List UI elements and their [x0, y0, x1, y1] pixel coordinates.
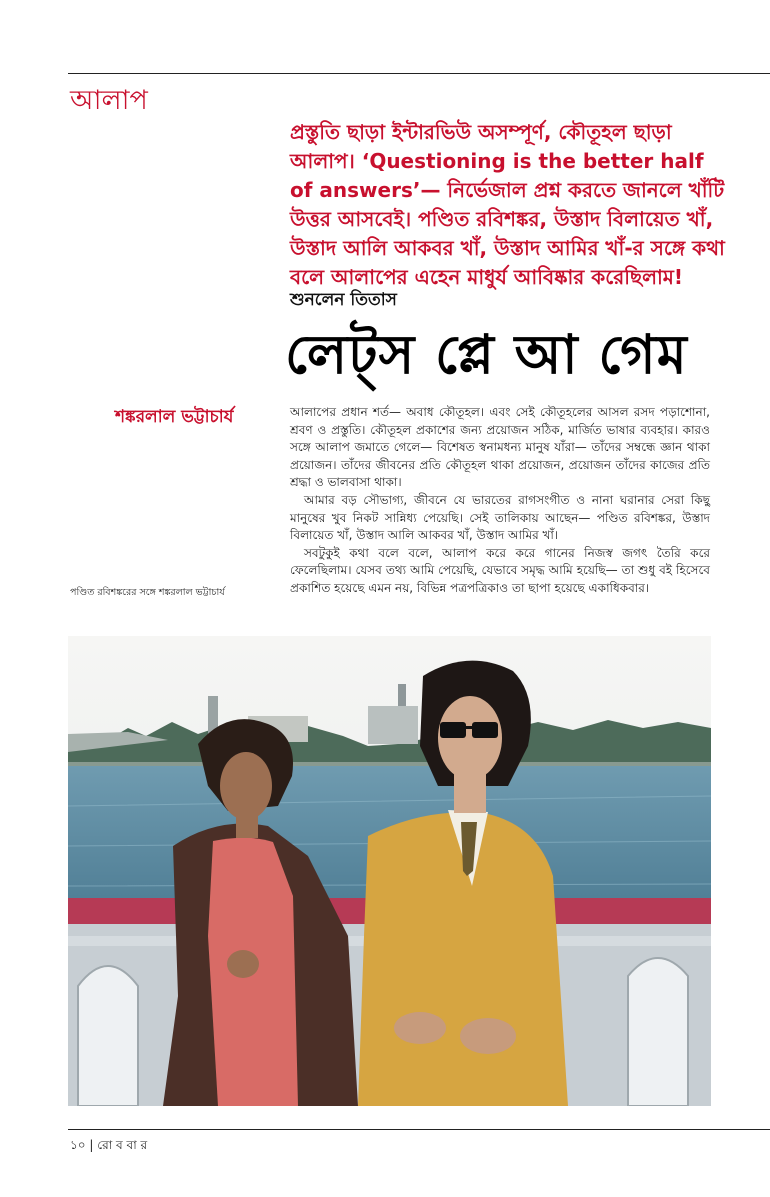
photo-caption: পণ্ডিত রবিশঙ্করের সঙ্গে শঙ্করলাল ভট্টাচার্য — [70, 587, 225, 598]
photo-illustration — [68, 636, 711, 1106]
body-paragraph-1: আলাপের প্রধান শর্ত— অবাধ কৌতূহল। এবং সেই কৌতূহলের আসল রসদ পড়াশোনা, শ্রবণ ও প্রস্তুতি। কৌতূহল প্রকাশের জন্য প্রয়োজন সঠিক, মার্জিত ভাষার ব্যবহার। কারও সঙ্গে আলাপ জমাতে গেলে— বিশেষত স্বনামধন্য মানুষ যাঁরা— তাঁদের সম্বন্ধে জ্ঞান থাকা প্রয়োজন। তাঁদের জীবনের প্রতি কৌতূহল থাকা প্রয়োজন, প্রয়োজন তাঁদের কাজের প্রতি শ্রদ্ধা ও ভালবাসা থাকা। — [290, 405, 710, 490]
bottom-rule — [68, 1129, 770, 1130]
headline: লেট্স প্লে আ গেম — [285, 323, 688, 386]
page-footer: ১০ | রো ব বা র — [70, 1138, 148, 1152]
article-body — [290, 404, 710, 598]
body-paragraph-2: আমার বড় সৌভাগ্য, জীবনে যে ভারতের রাগসংগীত ও নানা ঘরানার সেরা কিছু মানুষের খুব নিকট সান্নিধ্য পেয়েছি। সেই তালিকায় আছেন— পণ্ডিত রবিশঙ্কর, উস্তাদ বিলায়েত খাঁ, উস্তাদ আলি আকবর খাঁ, উস্তাদ আমির খাঁ। — [290, 492, 710, 543]
intro-paragraph: প্রস্তুতি ছাড়া ইন্টারভিউ অসম্পূর্ণ, কৌতূহল ছাড়া আলাপ। ‘Questioning is the better half of answers’— নির্ভেজাল প্রশ্ন করতে জানলে খাঁটি উত্তর আসবেই। পণ্ডিত রবিশঙ্কর, উস্তাদ বিলায়েত খাঁ, উস্তাদ আলি আকবর খাঁ, উস্তাদ আমির খাঁ-র সঙ্গে কথা বলে আলাপের এহেন মাধুর্য আবিষ্কার করেছিলাম! — [290, 120, 725, 289]
top-rule — [68, 73, 770, 74]
intro-byline: শুনলেন তিতাস — [290, 290, 397, 310]
section-label: আলাপ — [70, 85, 148, 116]
author-name: শঙ্করলাল ভট্টাচার্য — [115, 407, 234, 427]
article-photo — [68, 636, 711, 1106]
body-paragraph-3: সবটুকুই কথা বলে বলে, আলাপ করে করে গানের নিজস্ব জগৎ তৈরি করে ফেলেছিলাম। যেসব তথ্য আমি পেয়েছি, যেভাবে সমৃদ্ধ আমি হয়েছি— তা শুধু বই হিসেবে প্রকাশিত হয়েছে এমন নয়, বিভিন্ন পত্রপত্রিকাও তা ছাপা হয়েছে একাধিকবার। — [290, 545, 710, 595]
